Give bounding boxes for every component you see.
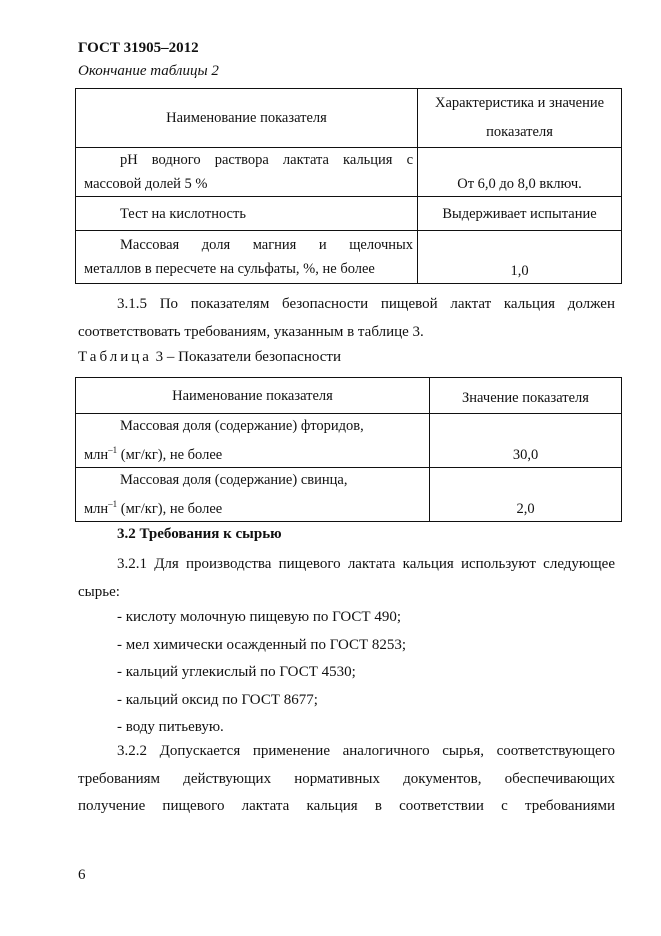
header-cell: Значение показателя: [430, 378, 622, 414]
text-line: 3.2.1 Для производства пищевого лактата кальция используют следующее: [117, 556, 615, 572]
paragraph-3-1-5: [78, 291, 615, 346]
text-line: 3.2.2 Допускается применение аналогичного сырья, соответствующего: [117, 743, 615, 759]
paragraph-3-2-2: [78, 738, 615, 821]
caption-word: Таблица: [78, 349, 152, 365]
cell-line: Массовая доля магния и щелочных: [120, 237, 413, 253]
table-cell: 1,0: [418, 231, 622, 284]
text-line: 3.1.5 По показателям безопасности пищевой лактат кальция должен: [117, 296, 615, 312]
caption-title: 3 – Показатели безопасности: [155, 349, 341, 365]
table-cell: [76, 148, 418, 197]
text-line: получение пищевого лактата кальция в соответствии с требованиями: [78, 798, 615, 814]
text-line: требованиям действующих нормативных документов, обеспечивающих: [78, 770, 615, 787]
table-3-caption: [78, 349, 341, 366]
table-cell: 30,0: [430, 414, 622, 468]
header-line: показателя: [486, 124, 553, 140]
unit-suffix: (мг/кг), не более: [117, 447, 223, 463]
table-row: [76, 414, 622, 468]
table-3: [75, 377, 622, 522]
table-cell: [76, 468, 430, 522]
table-continuation-caption: Окончание таблицы 2: [78, 63, 219, 79]
text-line: соответствовать требованиям, указанным в таблице 3.: [78, 323, 424, 340]
cell-line: металлов в пересчете на сульфаты, %, не более: [84, 261, 375, 277]
table-header-row: [76, 378, 622, 414]
list-item: - кислоту молочную пищевую по ГОСТ 490;: [117, 609, 401, 625]
cell-line: pH водного раствора лактата кальция с: [120, 152, 413, 168]
list-item: - кальций оксид по ГОСТ 8677;: [117, 691, 318, 708]
header-cell: [418, 89, 622, 148]
table-cell: От 6,0 до 8,0 включ.: [418, 148, 622, 197]
unit: млн: [84, 447, 109, 463]
paragraph-3-2-1: [78, 551, 615, 606]
table-row: [76, 148, 622, 197]
header-cell: Наименование показателя: [76, 89, 418, 148]
cell-line: [84, 492, 429, 521]
table-2: [75, 88, 622, 284]
unit-exponent: –1: [108, 445, 118, 455]
cell-line: Массовая доля (содержание) фторидов,: [120, 418, 364, 434]
header-line: Характеристика и значение: [434, 95, 605, 111]
unit-suffix: (мг/кг), не более: [117, 501, 223, 517]
raw-material-list: [117, 604, 406, 742]
unit: млн: [84, 501, 109, 517]
table-cell: Выдерживает испытание: [418, 197, 622, 231]
table-cell: [76, 231, 418, 284]
table-cell: Тест на кислотность: [76, 197, 418, 231]
table-row: [76, 231, 622, 284]
unit-exponent: –1: [108, 499, 118, 509]
text-line: сырье:: [78, 583, 120, 600]
table-cell: [76, 414, 430, 468]
list-item: - мел химически осажденный по ГОСТ 8253;: [117, 636, 407, 653]
table-cell: 2,0: [430, 468, 622, 522]
list-item: - кальций углекислый по ГОСТ 4530;: [117, 664, 356, 680]
cell-line: Массовая доля (содержание) свинца,: [120, 472, 348, 488]
header-cell: Наименование показателя: [76, 378, 430, 414]
document-code: ГОСТ 31905–2012: [78, 40, 199, 56]
section-heading: 3.2 Требования к сырью: [117, 526, 282, 542]
table-row: [76, 197, 622, 231]
cell-line: массовой долей 5 %: [84, 176, 208, 192]
table-header-row: [76, 89, 622, 148]
cell-line: [84, 438, 429, 467]
table-row: [76, 468, 622, 522]
page-number: 6: [78, 867, 86, 883]
list-item: - воду питьевую.: [117, 719, 224, 735]
